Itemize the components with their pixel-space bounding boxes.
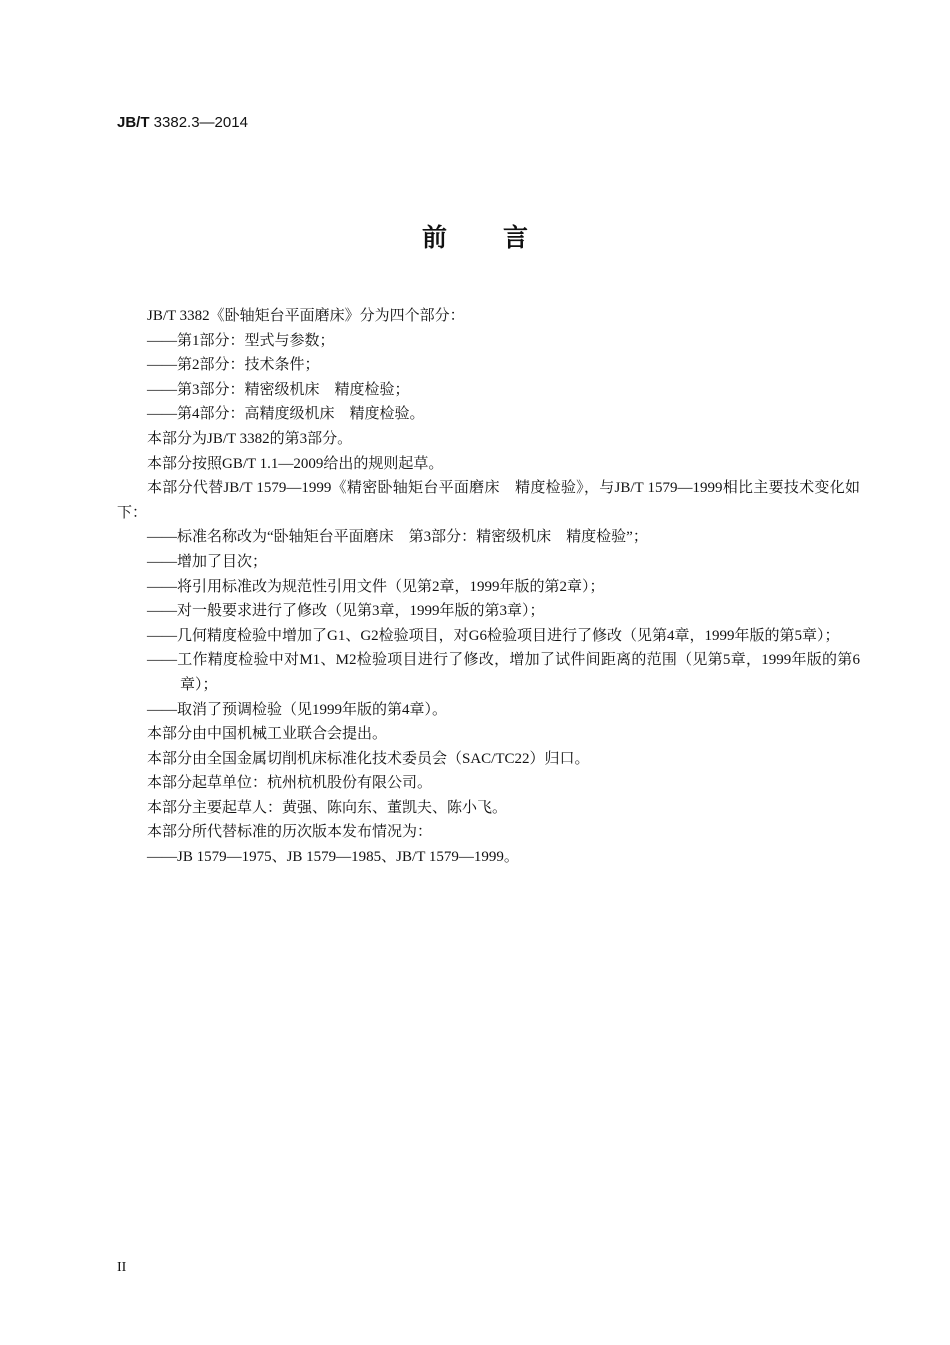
paragraph: 本部分所代替标准的历次版本发布情况为：: [147, 824, 433, 841]
standard-number: 3382.3—2014: [149, 114, 248, 131]
standard-prefix: JB/T: [117, 114, 150, 131]
list-item: ——标准名称改为“卧轴矩台平面磨床 第3部分：精密级机床 精度检验”；: [147, 529, 648, 546]
list-item: ——第4部分：高精度级机床 精度检验。: [147, 406, 425, 423]
list-item: ——第2部分：技术条件；: [147, 357, 320, 374]
page-number: II: [117, 1260, 127, 1275]
list-item: ——增加了目次；: [147, 553, 268, 570]
paragraph: 本部分起草单位：杭州杭机股份有限公司。: [147, 775, 433, 792]
paragraph: 本部分主要起草人：黄强、陈向东、董凯夫、陈小飞。: [147, 799, 508, 816]
paragraph: JB/T 3382《卧轴矩台平面磨床》分为四个部分：: [147, 308, 465, 324]
paragraph: 本部分由中国机械工业联合会提出。: [147, 726, 388, 743]
list-item: ——工作精度检验中对M1、M2检验项目进行了修改，增加了试件间距离的范围（见第5章，1999年版的第6章）；: [147, 652, 860, 693]
paragraph: 本部分为JB/T 3382的第3部分。: [147, 430, 353, 447]
list-item: ——几何精度检验中增加了G1、G2检验项目，对G6检验项目进行了修改（见第4章，1999年版的第5章）；: [147, 627, 840, 644]
list-item: ——JB 1579—1975、JB 1579—1985、JB/T 1579—1999。: [147, 849, 519, 866]
paragraph: 本部分按照GB/T 1.1—2009给出的规则起草。: [147, 455, 444, 472]
list-item: ——对一般要求进行了修改（见第3章，1999年版的第3章）；: [147, 603, 545, 620]
list-item: ——取消了预调检验（见1999年版的第4章）。: [147, 701, 448, 718]
list-item: ——将引用标准改为规范性引用文件（见第2章，1999年版的第2章）；: [147, 578, 605, 595]
paragraph: 本部分由全国金属切削机床标准化技术委员会（SAC/TC22）归口。: [147, 750, 590, 767]
list-item: ——第1部分：型式与参数；: [147, 332, 335, 349]
standard-number-header: [117, 114, 248, 131]
foreword-body: [117, 304, 860, 870]
list-item: ——第3部分：精密级机床 精度检验；: [147, 381, 410, 398]
page-title: [0, 218, 950, 254]
title-char-2: 言: [503, 225, 529, 252]
paragraph: 本部分代替JB/T 1579—1999《精密卧轴矩台平面磨床 精度检验》，与JB/T 1579—1999相比主要技术变化如下：: [117, 480, 860, 521]
title-char-1: 前: [421, 225, 447, 252]
